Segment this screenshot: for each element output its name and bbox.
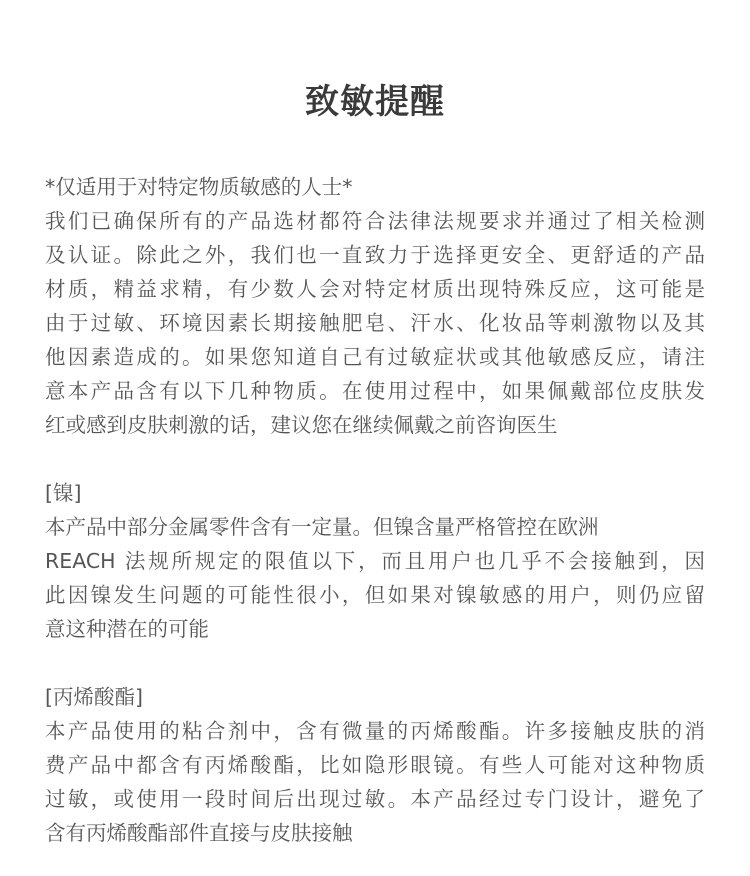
intro-paragraph-line: 红或感到皮肤刺激的话，建议您在继续佩戴之前咨询医生 <box>45 413 558 437</box>
page-title: 致敏提醒 <box>305 82 445 122</box>
nickel-paragraph-line: 本产品中部分金属零件含有一定量。但镍含量严格管控在欧洲 <box>45 515 599 539</box>
acrylate-paragraph-line: 过敏，或使用一段时间后出现过敏。本产品经过专门设计，避免了 <box>45 787 705 811</box>
nickel-heading: [镍] <box>45 481 82 505</box>
intro-paragraph-line: 他因素造成的。如果您知道自己有过敏症状或其他敏感反应，请注 <box>45 345 705 369</box>
acrylate-paragraph-line: 含有丙烯酸酯部件直接与皮肤接触 <box>45 821 353 845</box>
acrylate-heading: [丙烯酸酯] <box>45 685 143 709</box>
intro-section <box>45 170 705 442</box>
intro-paragraph-line: 材质，精益求精，有少数人会对特定材质出现特殊反应，这可能是 <box>45 277 705 301</box>
nickel-paragraph-line: 意这种潜在的可能 <box>45 617 209 641</box>
intro-paragraph-line: 我们已确保所有的产品选材都符合法律法规要求并通过了相关检测 <box>45 209 705 233</box>
intro-paragraph-line: 意本产品含有以下几种物质。在使用过程中，如果佩戴部位皮肤发 <box>45 379 705 403</box>
nickel-paragraph-line: 此因镍发生问题的可能性很小，但如果对镍敏感的用户，则仍应留 <box>45 583 705 607</box>
intro-paragraph-line: 由于过敏、环境因素长期接触肥皂、汗水、化妆品等刺激物以及其 <box>45 311 705 335</box>
acrylate-paragraph-line: 本产品使用的粘合剂中，含有微量的丙烯酸酯。许多接触皮肤的消 <box>45 719 705 743</box>
intro-paragraph-line: 及认证。除此之外，我们也一直致力于选择更安全、更舒适的产品 <box>45 243 705 267</box>
acrylate-section <box>45 680 705 850</box>
applicability-note: *仅适用于对特定物质敏感的人士* <box>45 175 353 199</box>
nickel-paragraph-line: REACH 法规所规定的限值以下，而且用户也几乎不会接触到，因 <box>45 549 705 573</box>
nickel-section <box>45 476 705 646</box>
acrylate-paragraph-line: 费产品中都含有丙烯酸酯，比如隐形眼镜。有些人可能对这种物质 <box>45 753 705 777</box>
